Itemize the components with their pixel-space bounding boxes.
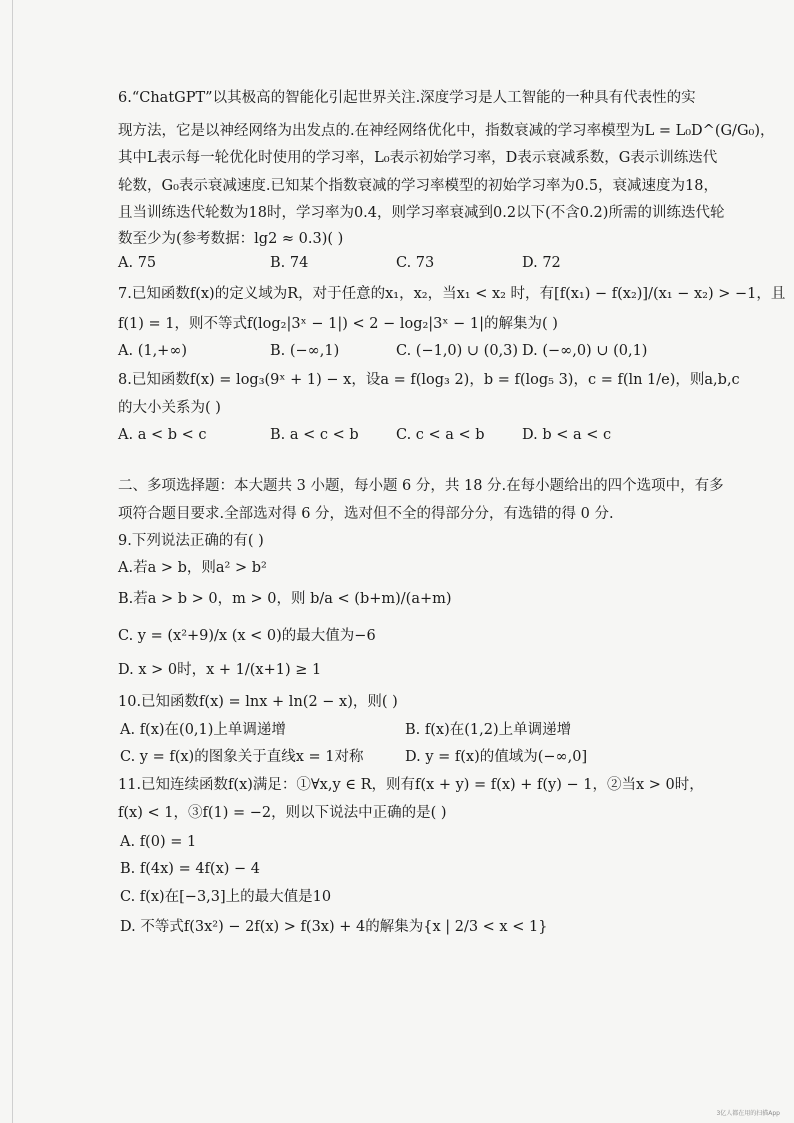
q10-stem: 10.已知函数f(x) = lnx + ln(2 − x)，则( ) [118, 694, 398, 710]
q8-option-b: B. a < c < b [270, 427, 359, 443]
q9-stem: 9.下列说法正确的有( ) [118, 533, 264, 549]
q6-line-6: 数至少为(参考数据：lg2 ≈ 0.3)( ) [118, 231, 344, 247]
q9-option-c: C. y = (x²+9)/x (x < 0)的最大值为−6 [118, 628, 376, 644]
q6-line-4: 轮数，G₀表示衰减速度.已知某个指数衰减的学习率模型的初始学习率为0.5，衰减速度为18， [118, 178, 719, 194]
scan-edge-line [12, 0, 13, 1123]
q10-option-b: B. f(x)在(1,2)上单调递增 [405, 722, 572, 738]
q8-option-c: C. c < a < b [396, 427, 485, 443]
q8-option-a: A. a < b < c [118, 427, 207, 443]
q8-line-2: 的大小关系为( ) [118, 400, 221, 416]
q8-option-d: D. b < a < c [522, 427, 612, 443]
q10-option-a: A. f(x)在(0,1)上单调递增 [120, 722, 286, 738]
q7-option-a: A. (1,+∞) [118, 343, 188, 359]
q6-line-1: 6.“ChatGPT”以其极高的智能化引起世界关注.深度学习是人工智能的一种具有代表性的实 [118, 90, 696, 106]
q7-line-1: 7.已知函数f(x)的定义域为R，对于任意的x₁，x₂，当x₁ < x₂ 时，有[f(x₁) − f(x₂)]/(x₁ − x₂) > −1，且 [118, 286, 786, 302]
q8-line-1: 8.已知函数f(x) = log₃(9ˣ + 1) − x，设a = f(log₃ 2)，b = f(log₅ 3)，c = f(ln 1/e)，则a,b,c [118, 372, 740, 388]
q11-option-b: B. f(4x) = 4f(x) − 4 [120, 861, 261, 877]
q9-option-a: A.若a > b，则a² > b² [118, 560, 267, 576]
q10-option-d: D. y = f(x)的值域为(−∞,0] [405, 749, 588, 765]
q7-option-d: D. (−∞,0) ∪ (0,1) [522, 343, 648, 359]
q6-option-a: A. 75 [118, 255, 157, 271]
q9-option-b: B.若a > b > 0，m > 0，则 b/a < (b+m)/(a+m) [118, 591, 452, 607]
q7-line-2: f(1) = 1，则不等式f(log₂|3ˣ − 1|) < 2 − log₂|3ˣ − 1|的解集为( ) [118, 316, 558, 332]
q11-option-c: C. f(x)在[−3,3]上的最大值是10 [120, 889, 332, 905]
q11-line-1: 11.已知连续函数f(x)满足：①∀x,y ∈ R，则有f(x + y) = f(x) + f(y) − 1，②当x > 0时， [118, 777, 704, 793]
section2-line-1: 二、多项选择题：本大题共 3 小题，每小题 6 分，共 18 分.在每小题给出的四个选项中，有多 [118, 478, 724, 494]
q11-option-d: D. 不等式f(3x²) − 2f(x) > f(3x) + 4的解集为{x | 2/3 < x < 1} [120, 919, 548, 935]
q7-option-b: B. (−∞,1) [270, 343, 340, 359]
q11-line-2: f(x) < 1，③f(1) = −2，则以下说法中正确的是( ) [118, 805, 447, 821]
q10-option-c: C. y = f(x)的图象关于直线x = 1对称 [120, 749, 364, 765]
q7-option-c: C. (−1,0) ∪ (0,3) [396, 343, 519, 359]
q6-line-5: 且当训练迭代轮数为18时，学习率为0.4，则学习率衰减到0.2以下(不含0.2)所需的训练迭代轮 [118, 205, 725, 221]
q6-option-c: C. 73 [396, 255, 435, 271]
q11-option-a: A. f(0) = 1 [120, 834, 197, 850]
q6-option-b: B. 74 [270, 255, 309, 271]
q6-option-d: D. 72 [522, 255, 561, 271]
q6-line-2: 现方法，它是以神经网络为出发点的.在神经网络优化中，指数衰减的学习率模型为L = L₀D^(G/G₀)， [118, 123, 775, 139]
q9-option-d: D. x > 0时，x + 1/(x+1) ≥ 1 [118, 662, 322, 678]
q6-line-3: 其中L表示每一轮优化时使用的学习率，L₀表示初始学习率，D表示衰减系数，G表示训练迭代 [118, 150, 718, 166]
scanner-watermark: 3亿人都在用的扫描App [716, 1110, 780, 1117]
section2-line-2: 项符合题目要求.全部选对得 6 分，选对但不全的得部分分，有选错的得 0 分. [118, 506, 614, 522]
